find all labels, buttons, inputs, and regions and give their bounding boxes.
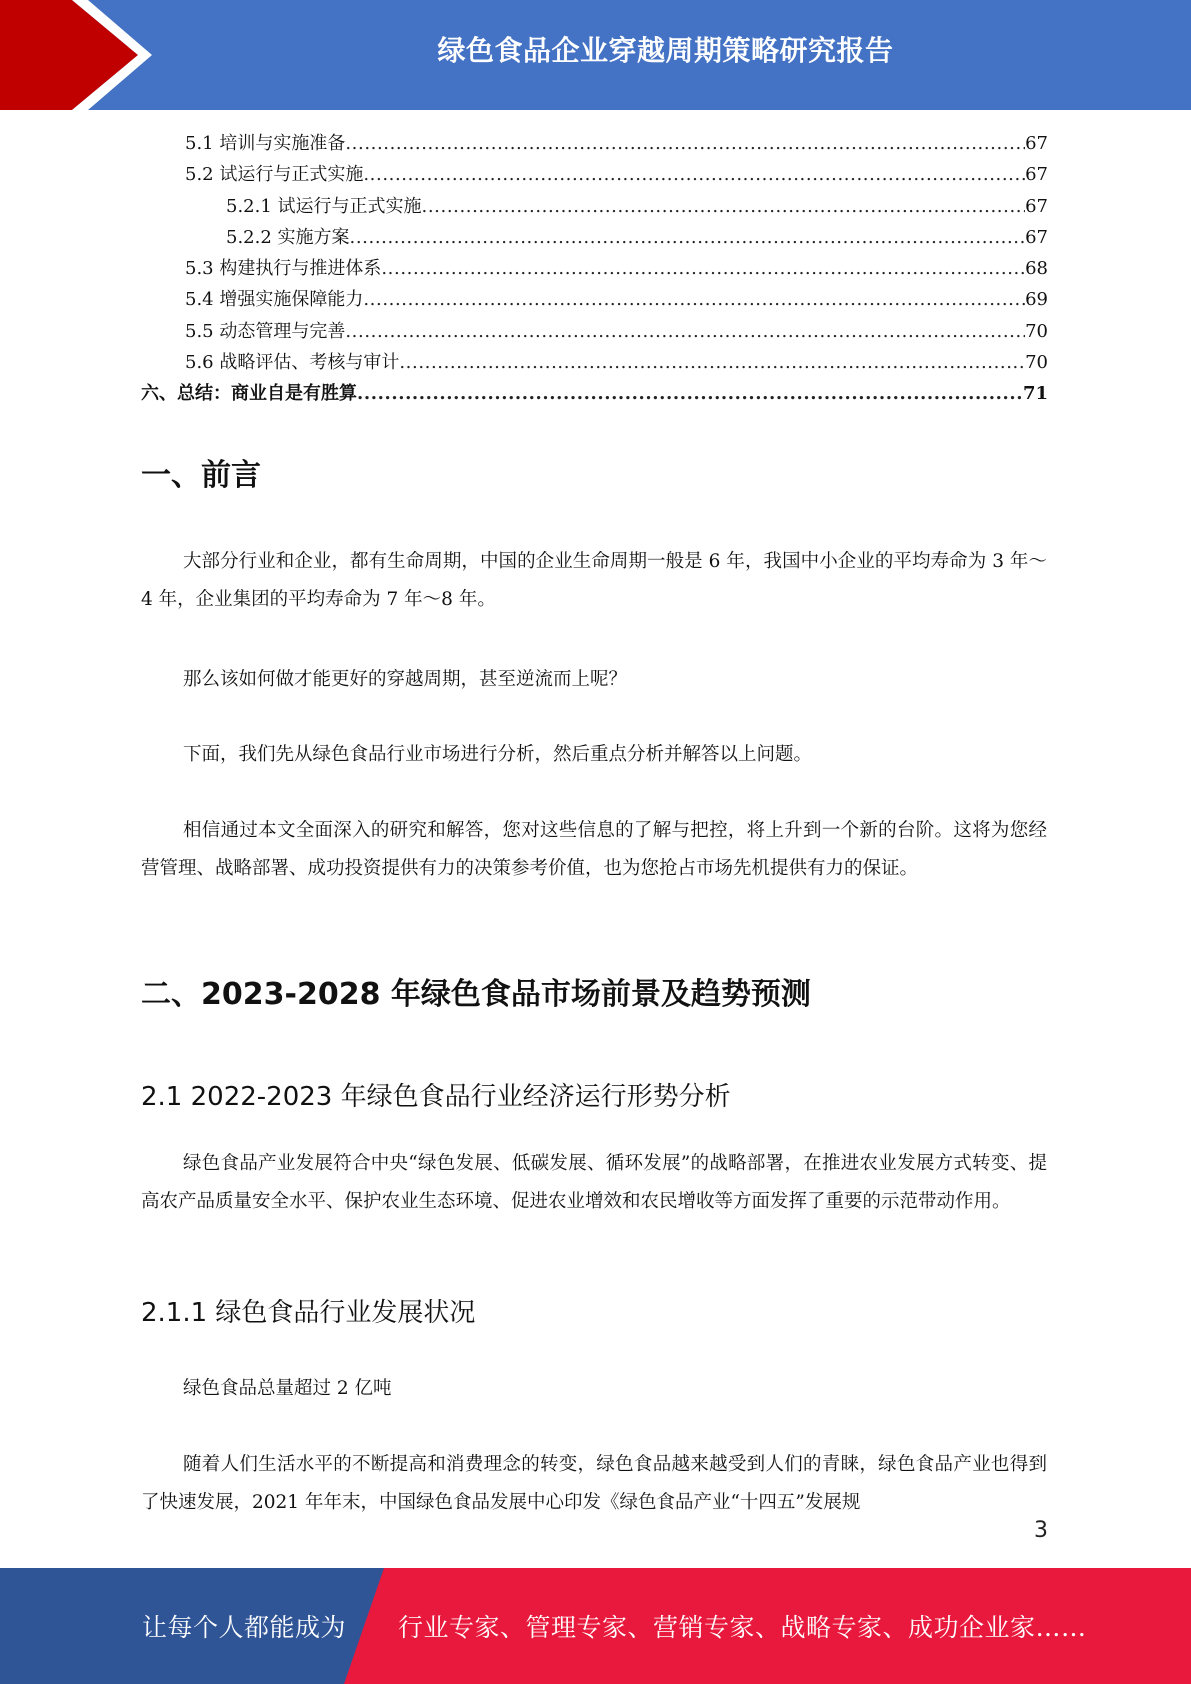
toc-entry[interactable]: [141, 222, 1048, 253]
toc-entry-title: 5.2.1 试运行与正式实施: [226, 195, 422, 217]
preface-paragraph-2: 那么该如何做才能更好的穿越周期，甚至逆流而上呢？: [183, 669, 628, 690]
toc-entry[interactable]: [141, 378, 1048, 409]
toc-entry-title: 5.6 战略评估、考核与审计: [185, 352, 400, 374]
toc-entry-page: 67: [1025, 164, 1048, 186]
preface-paragraph-1: 大部分行业和企业，都有生命周期，中国的企业生命周期一般是 6 年，我国中小企业的平均寿命为 3 年～4 年，企业集团的平均寿命为 7 年～8 年。: [141, 551, 1047, 610]
toc-entry[interactable]: [141, 253, 1048, 284]
toc-dot-leader: [422, 191, 1026, 222]
section-heading-market-outlook: 二、2023-2028 年绿色食品市场前景及趋势预测: [141, 977, 811, 1012]
subsection-2-1-1-paragraph-2: 随着人们生活水平的不断提高和消费理念的转变，绿色食品越来越受到人们的青睐，绿色食品产业也得到了快速发展，2021 年年末，中国绿色食品发展中心印发《绿色食品产业“十四五”发展规: [141, 1454, 1047, 1513]
subsection-heading-2-1: 2.1 2022-2023 年绿色食品行业经济运行形势分析: [141, 1082, 731, 1112]
footer-slogan-right: 行业专家、管理专家、营销专家、战略专家、成功企业家……: [398, 1613, 1087, 1642]
toc-entry-page: 67: [1025, 226, 1048, 248]
table-of-contents: [141, 128, 1048, 410]
toc-dot-leader: [345, 316, 1025, 347]
toc-entry-page: 70: [1025, 352, 1048, 374]
section-heading-preface: 一、前言: [141, 458, 261, 493]
toc-dot-leader: [363, 159, 1025, 190]
toc-entry-title: 六、总结：商业自是有胜算: [141, 383, 357, 405]
subsection-heading-2-1-1: 2.1.1 绿色食品行业发展状况: [141, 1298, 476, 1328]
toc-dot-leader: [381, 253, 1025, 284]
toc-entry[interactable]: [141, 191, 1048, 222]
toc-entry-page: 67: [1025, 195, 1048, 217]
toc-entry-page: 68: [1025, 258, 1048, 280]
toc-dot-leader: [399, 347, 1025, 378]
toc-entry-page: 70: [1025, 320, 1048, 342]
toc-dot-leader: [345, 128, 1025, 159]
preface-paragraph-4: 相信通过本文全面深入的研究和解答，您对这些信息的了解与把控，将上升到一个新的台阶。这将为您经营管理、战略部署、成功投资提供有力的决策参考价值，也为您抢占市场先机提供有力的保证。: [141, 820, 1047, 879]
toc-dot-leader: [350, 222, 1026, 253]
footer-slogan-left: 让每个人都能成为: [142, 1613, 347, 1642]
subsection-2-1-1-paragraph-1: 绿色食品总量超过 2 亿吨: [183, 1378, 392, 1399]
toc-entry-page: 71: [1022, 383, 1048, 405]
toc-entry-title: 5.1 培训与实施准备: [185, 133, 346, 154]
preface-paragraph-3: 下面，我们先从绿色食品行业市场进行分析，然后重点分析并解答以上问题。: [183, 744, 813, 765]
toc-entry-title: 5.4 增强实施保障能力: [185, 289, 364, 311]
toc-dot-leader: [363, 284, 1025, 315]
toc-entry-title: 5.2.2 实施方案: [226, 226, 350, 248]
page-footer: [0, 1568, 1191, 1684]
toc-entry-title: 5.5 动态管理与完善: [185, 320, 346, 342]
page-number: 3: [1034, 1518, 1048, 1543]
page-header: [0, 0, 1191, 110]
subsection-2-1-paragraph: 绿色食品产业发展符合中央“绿色发展、低碳发展、循环发展”的战略部署，在推进农业发展方式转变、提高农产品质量安全水平、保护农业生态环境、促进农业增效和农民增收等方面发挥了重要的示范带动作用。: [141, 1153, 1047, 1212]
toc-entry-title: 5.3 构建执行与推进体系: [185, 258, 382, 280]
toc-entry[interactable]: [141, 284, 1048, 315]
toc-entry-title: 5.2 试运行与正式实施: [185, 164, 364, 186]
toc-entry[interactable]: [141, 159, 1048, 190]
report-title: 绿色食品企业穿越周期策略研究报告: [437, 34, 894, 67]
toc-dot-leader: [357, 378, 1023, 409]
toc-entry[interactable]: [141, 347, 1048, 378]
toc-entry-page: 67: [1025, 133, 1048, 154]
toc-entry[interactable]: [141, 128, 1048, 159]
toc-entry-page: 69: [1025, 289, 1048, 311]
toc-entry[interactable]: [141, 316, 1048, 347]
